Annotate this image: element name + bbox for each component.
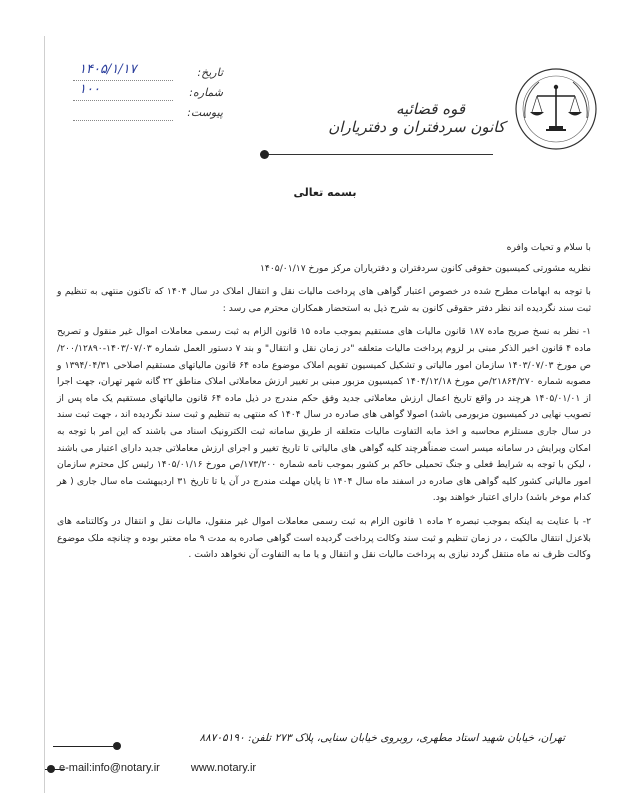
intro-paragraph: با توجه به ابهامات مطرح شده در خصوص اعتبار گواهی های پرداخت مالیات نقل و انتقال املاک در سال ۱۴۰۴ که تاکنون منتهی به تنظیم و ثبت سند نگردیده اند نظر دفتر حقوقی کانون به شرح ذیل به استحضار همکاران محترم می رسد : (57, 286, 591, 314)
footer-rule-dot (113, 742, 121, 750)
number-underline (73, 100, 173, 101)
letter-page (44, 36, 605, 793)
letter-meta (73, 62, 223, 126)
address-text: تهران، خیابان شهید استاد مطهری، روبروی خیابان سنایی، پلاک ۲۷۳ تلفن: ۸۸۷۰۵۱۹۰ (199, 732, 565, 744)
org-line-2: کانون سردفتران و دفتریاران (328, 118, 505, 136)
greeting: با سلام و تحیات وافره (506, 242, 591, 253)
header-rule-dot (260, 150, 269, 159)
footer-address (45, 732, 605, 754)
subject-line: نظریه مشورتی کمیسیون حقوقی کانون سردفتران و دفتریاران مرکز مورخ ۱۴۰۵/۰۱/۱۷ (259, 262, 591, 274)
number-row (73, 82, 223, 106)
paragraph-item-2: ۲- با عنایت به اینکه بموجب تبصره ۲ ماده ۱ قانون الزام به ثبت رسمی معاملات اموال غیر منقول، مالیات نقل و انتقال در وکالتنامه های بلاعزل انتقال مالکیت ، در زمان تنظیم و ثبت سند وکالت پرداخت گردیده است گواهی صادره به مدت ۹ ماه معتبر بوده و چنانچه ملک موضوع وکالت ظرف نه ماه منتقل گردد نیازی به پرداخت مالیات نقل و انتقال و یا ما به التفاوت آن نخواهد داشت . (57, 515, 592, 561)
header-rule (263, 154, 493, 155)
attachment-underline (73, 120, 173, 121)
website-link[interactable]: www.notary.ir (190, 762, 257, 774)
date-underline (73, 80, 173, 81)
footer-rule (53, 746, 113, 747)
attachment-row (73, 106, 223, 126)
attachment-label: پیوست: (187, 106, 223, 119)
letter-body (57, 240, 591, 571)
date-value: ۱۴۰۵/۱/۱۷ (79, 62, 137, 77)
org-line-1: قوه قضائیه (395, 100, 465, 118)
organization-name (305, 100, 505, 136)
number-value: ۱۰۰ (79, 82, 100, 97)
letter-title: بسمه تعالی (293, 186, 357, 199)
date-label: تاریخ: (197, 66, 223, 79)
scales-of-justice-emblem (513, 66, 599, 152)
number-label: شماره: (189, 86, 223, 99)
email-text: e-mail:info@notary.ir (59, 762, 160, 774)
footer-bullet-dot (47, 765, 55, 773)
paragraph-item-1: ۱- نظر به نسخ صریح ماده ۱۸۷ قانون مالیات های مستقیم بموجب ماده ۱۵ قانون الزام به ثبت رسمی معاملات اموال غیر منقول و تصریح ماده ۴ قانون اخیر الذکر مبنی بر لزوم پرداخت مالیات متعلقه "در زمان نقل و انتقال" و بند ۷ دستور العمل شماره ۱۴۰۳/۰۷/۰۳-۲۰۰/۱۲۸۹۰/ص مورخ ۱۴۰۳/۰۷/۰۳ سازمان امور مالیاتی و تشکیل کمیسیون تقویم املاک موضوع ماده ۶۴ قانون مالیاتهای مستقیم اصلاحی ۱۳۹۴/۰۴/۳۱ و مصوبه شماره ۲۱۸۶۴/۲۷۰/ص مورخ ۱۴۰۴/۱۲/۱۸ کمیسیون مزبور مبنی بر تغییر ارزش معاملاتی املاک مناطق ۲۲ گانه شهر تهران، جهت اجرا از ۱۴۰۵/۰۱/۰۱ هرچند در واقع تاریخ اعمال ارزش معاملاتی جدید وفق حکم مندرج در ذیل ماده ۶۴ قانون مالیاتهای مستقیم یک ماه پس از تصویب نهایی در کمیسیون مزبورمی باشد) اصولا گواهی های صادره در سال ۱۴۰۴ که منتهی به تنظیم و ثبت سند نگردیده اند ، جهت ثبت سند در سال جاری مستلزم محاسبه و اخذ مابه التفاوت مالیات متعلقه از طریق سامانه ثبت الکترونیک اسناد می باشند که این امر با توجه به امکان ویرایش در سامانه میسر است ضمناًهرچند کلیه گواهی های مالیاتی تا تاریخ تغییر و اجرای ارزش معاملاتی جدید دارای اعتبار می باشند ، لیکن با توجه به شرایط فعلی و جنگ تحمیلی حاکم بر کشور بموجب نامه شماره ۱۷۳/۲۰۰/ص مورخ ۱۴۰۵/۰۱/۱۶ رئیس کل محترم سازمان امور مالیاتی کشور کلیه گواهی های صادره در اسفند ماه سال ۱۴۰۴ تا پایان مهلت مندرج در آن یا تا تاریخ ۳۱ اردیبهشت ماه سال جاری ( هر کدام موخر باشد) دارای اعتبار خواهند بود. (57, 326, 592, 504)
footer-contacts (59, 762, 284, 774)
